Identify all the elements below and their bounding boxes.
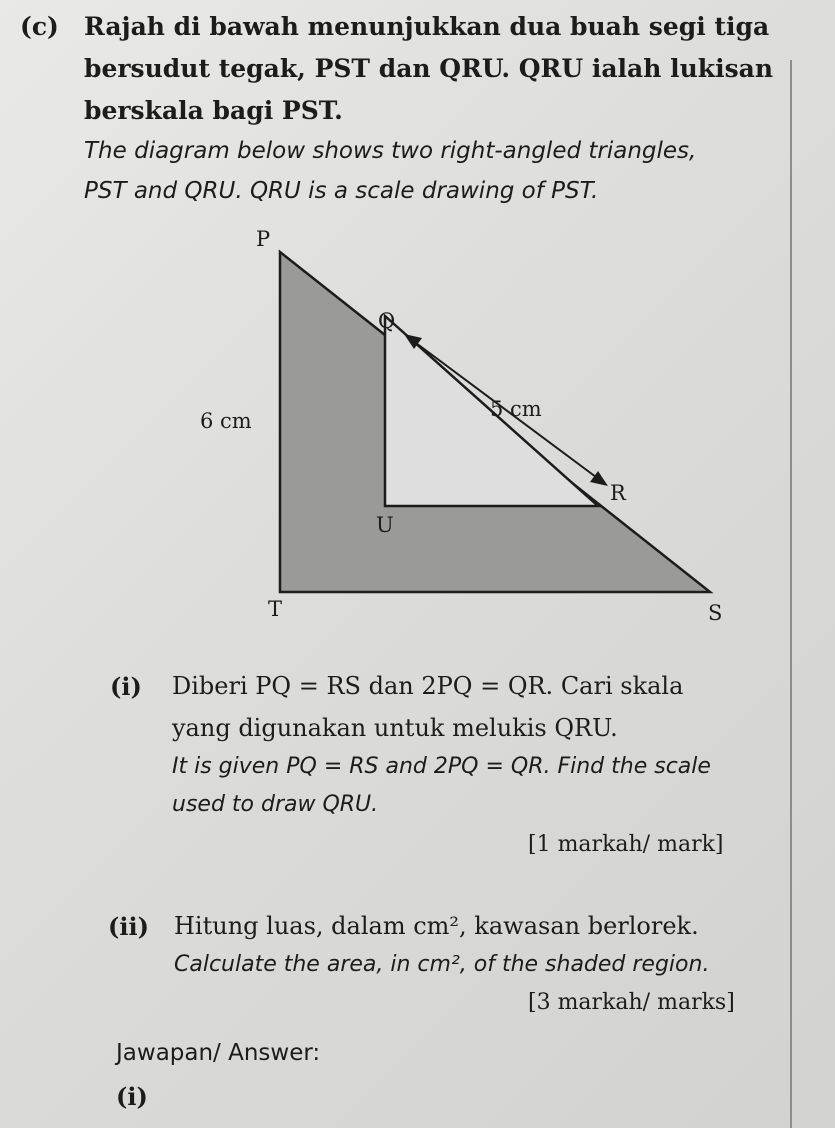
part-label: (c) xyxy=(20,12,59,41)
label-u: U xyxy=(376,513,394,537)
label-r: R xyxy=(610,481,626,505)
label-t: T xyxy=(268,597,283,621)
intro-ms-line-3: berskala bagi PST. xyxy=(84,96,343,125)
intro-en-line-2: PST and QRU. QRU is a scale drawing of PST. xyxy=(84,178,599,204)
part-i-en-line-2: used to draw QRU. xyxy=(172,792,379,817)
part-ii-ms: Hitung luas, dalam cm², kawasan berlorek. xyxy=(174,912,699,940)
intro-en-line-1: The diagram below shows two right-angled triangles, xyxy=(84,138,697,164)
intro-ms-line-1: Rajah di bawah menunjukkan dua buah segi tiga xyxy=(84,12,770,41)
part-i-marks: [1 markah/ mark] xyxy=(528,832,724,857)
part-i-number: (i) xyxy=(110,672,142,701)
part-i-ms-line-2: yang digunakan untuk melukis QRU. xyxy=(172,714,618,742)
label-qr-length: 5 cm xyxy=(490,397,542,421)
label-pt-length: 6 cm xyxy=(200,409,252,433)
intro-ms-line-2: bersudut tegak, PST dan QRU. QRU ialah lukisan xyxy=(84,54,774,83)
label-q: Q xyxy=(378,309,396,333)
part-i-ms-line-1: Diberi PQ = RS dan 2PQ = QR. Cari skala xyxy=(172,672,684,700)
part-i-en-line-1: It is given PQ = RS and 2PQ = QR. Find the scale xyxy=(172,754,711,779)
label-p: P xyxy=(256,227,271,251)
part-ii-number: (ii) xyxy=(108,912,149,941)
answer-part-i: (i) xyxy=(116,1082,148,1111)
answer-label: Jawapan/ Answer: xyxy=(116,1040,321,1066)
part-ii-en: Calculate the area, in cm², of the shaded region. xyxy=(174,952,710,977)
part-ii-marks: [3 markah/ marks] xyxy=(528,990,735,1015)
label-s: S xyxy=(708,601,723,625)
